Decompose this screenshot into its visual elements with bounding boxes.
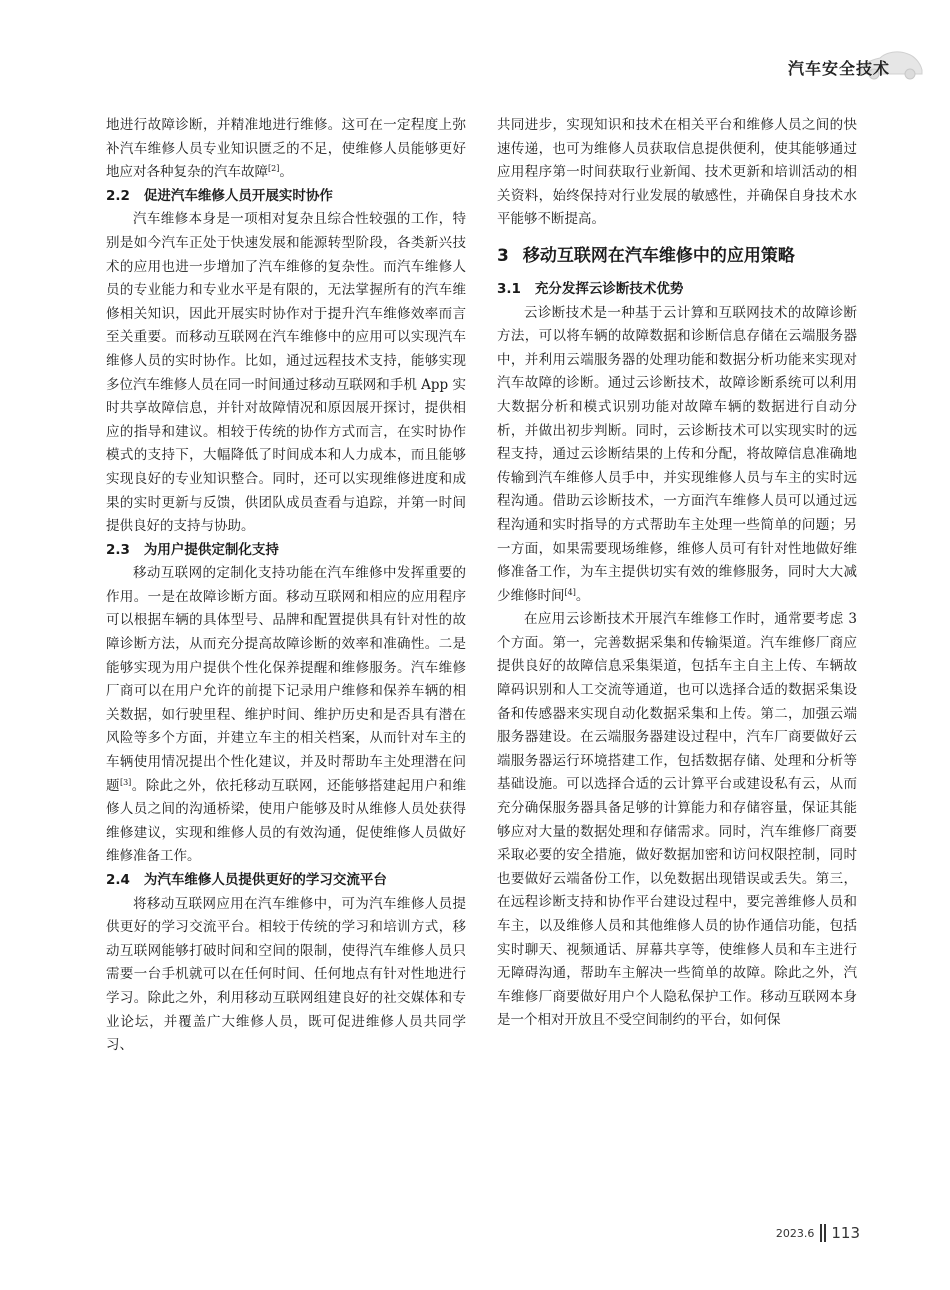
- section-number: 2.2: [106, 187, 130, 204]
- paragraph-text: 地进行故障诊断，并精准地进行维修。这可在一定程度上弥补汽车维修人员专业知识匮乏的不足，使维修人员能够更好地应对各种复杂的汽车故障: [106, 117, 466, 181]
- paragraph: [106, 562, 466, 869]
- section-title: 充分发挥云诊断技术优势: [534, 280, 684, 297]
- section-title: 为汽车维修人员提供更好的学习交流平台: [143, 872, 387, 888]
- continuation-paragraph: [106, 114, 466, 185]
- paragraph: 将移动互联网应用在汽车维修中，可为汽车维修人员提供更好的学习交流平台。相较于传统的学习和培训方式，移动互联网能够打破时间和空间的限制，使得汽车维修人员只需要一台手机就可以在任何时间、任何地点有针对性地进行学习。除此之外，利用移动互联网组建良好的社交媒体和专业论坛，并覆盖广大维修人员，既可促进维修人员共同学习、: [106, 895, 466, 1054]
- journal-title: 汽车安全技术: [787, 59, 890, 78]
- section-heading-3-1: [497, 278, 857, 302]
- paragraph: [497, 302, 857, 609]
- citation: [4]: [564, 587, 576, 597]
- section-title: 移动互联网在汽车维修中的应用策略: [522, 245, 795, 266]
- section-title: 促进汽车维修人员开展实时协作: [143, 187, 333, 204]
- section-title: 为用户提供定制化支持: [143, 541, 279, 558]
- section-heading-2-4: [106, 869, 466, 893]
- section-number: 3: [497, 245, 509, 266]
- left-column: [106, 114, 466, 1058]
- paragraph-text: 移动互联网的定制化支持功能在汽车维修中发挥重要的作用。一是在故障诊断方面。移动互联网和相应的应用程序可以根据车辆的具体型号、品牌和配置提供具有针对性的故障诊断方法，从而充分提高故障诊断的效率和准确性。二是能够实现为用户提供个性化保养提醒和维修服务。汽车维修厂商可以在用户允许的前提下记录用户维修和保养车辆的相关数据，如行驶里程、维护时间、维护历史和是否具有潜在风险等多个方面，并建立车主的相关档案，从而针对车主的车辆使用情况提出个性化建议，并及时帮助车主处理潜在问题: [106, 565, 466, 794]
- right-column: [497, 114, 857, 1033]
- section-number: 3.1: [497, 280, 521, 297]
- issue-number: 2023.6: [775, 1226, 815, 1240]
- section-heading-2-2: [106, 185, 466, 209]
- paragraph: 汽车维修本身是一项相对复杂且综合性较强的工作，特别是如今汽车正处于快速发展和能源转型阶段，各类新兴技术的应用也进一步增加了汽车维修的复杂性。而汽车维修人员的专业能力和专业水平是有限的，无法掌握所有的汽车维修相关知识，因此开展实时协作对于提升汽车维修效率而言至关重要。而移动互联网在汽车维修中的应用可以实现汽车维修人员的实时协作。比如，通过远程技术支持，能够实现多位汽车维修人员在同一时间通过移动互联网和手机 App 实时共享故障信息，并针对故障情况和原因展开探讨，提供相应的指导和建议。相较于传统的协作方式而言，在实时协作模式的支持下，大幅降低了时间成本和人力成本，而且能够实现良好的专业知识整合。同时，还可以实现维修进度和成果的实时更新与反馈，供团队成员查看与追踪，并第一时间提供良好的支持与协助。: [106, 211, 466, 535]
- page-number: 113: [831, 1224, 860, 1242]
- page-footer: [776, 1224, 860, 1242]
- paragraph-text: 。: [575, 587, 590, 604]
- paragraph-text: 。除此之外，依托移动互联网，还能够搭建起用户和维修人员之间的沟通桥梁，使用户能够及时从维修人员处获得维修建议，实现和维修人员的有效沟通，促使维修人员做好维修准备工作。: [106, 777, 467, 865]
- section-number: 2.4: [106, 872, 130, 888]
- journal-header: [788, 56, 890, 79]
- section-number: 2.3: [106, 541, 130, 558]
- paragraph-text: 。: [279, 164, 293, 181]
- citation: [3]: [119, 777, 132, 787]
- section-heading-2-3: [106, 539, 466, 563]
- paragraph-text: 云诊断技术是一种基于云计算和互联网技术的故障诊断方法，可以将车辆的故障数据和诊断信息存储在云端服务器中，并利用云端服务器的处理功能和数据分析功能来实现对汽车故障的诊断。通过云诊断技术，故障诊断系统可以利用大数据分析和模式识别功能对故障车辆的数据进行自动分析，并做出初步判断。同时，云诊断技术可以实现实时的远程支持，通过云诊断结果的上传和分配，将故障信息准确地传输到汽车维修人员手中，并实现维修人员与车主的实时远程沟通。借助云诊断技术，一方面汽车维修人员可以通过远程沟通和实时指导的方式帮助车主处理一些简单的问题；另一方面，如果需要现场维修，维修人员可有针对性地做好维修准备工作，为车主提供切实有效的维修服务，同时大大减少维修时间: [497, 304, 857, 604]
- section-heading-3: [497, 244, 857, 268]
- footer-divider: [820, 1224, 826, 1242]
- paragraph: 在应用云诊断技术开展汽车维修工作时，通常要考虑 3 个方面。第一，完善数据采集和传输渠道。汽车维修厂商应提供良好的故障信息采集渠道，包括车主自主上传、车辆故障码识别和人工交流等通道，也可以选择合适的数据采集设备和传感器来实现自动化数据采集和上传。第二，加强云端服务器建设。在云端服务器建设过程中，汽车厂商要做好云端服务器运行环境搭建工作，包括数据存储、处理和分析等基础设施。可以选择合适的云计算平台或建设私有云，从而充分确保服务器具备足够的计算能力和存储容量，保证其能够应对大量的数据处理和存储需求。同时，汽车维修厂商要采取必要的安全措施，做好数据加密和访问权限控制，同时也要做好云端备份工作，以免数据出现错误或丢失。第三，在远程诊断支持和协作平台建设过程中，要完善维修人员和车主，以及维修人员和其他维修人员的协作通信功能，包括实时聊天、视频通话、屏幕共享等，使维修人员和车主进行无障碍沟通，帮助车主解决一些简单的故障。除此之外，汽车维修厂商要做好用户个人隐私保护工作。移动互联网本身是一个相对开放且不受空间制约的平台，如何保: [497, 611, 857, 1029]
- citation: [2]: [268, 164, 280, 174]
- continuation-paragraph: 共同进步，实现知识和技术在相关平台和维修人员之间的快速传递，也可为维修人员获取信息提供便利，使其能够通过应用程序第一时间获取行业新闻、技术更新和培训活动的相关资料，始终保持对行业发展的敏感性，并确保自身技术水平能够不断提高。: [497, 117, 857, 228]
